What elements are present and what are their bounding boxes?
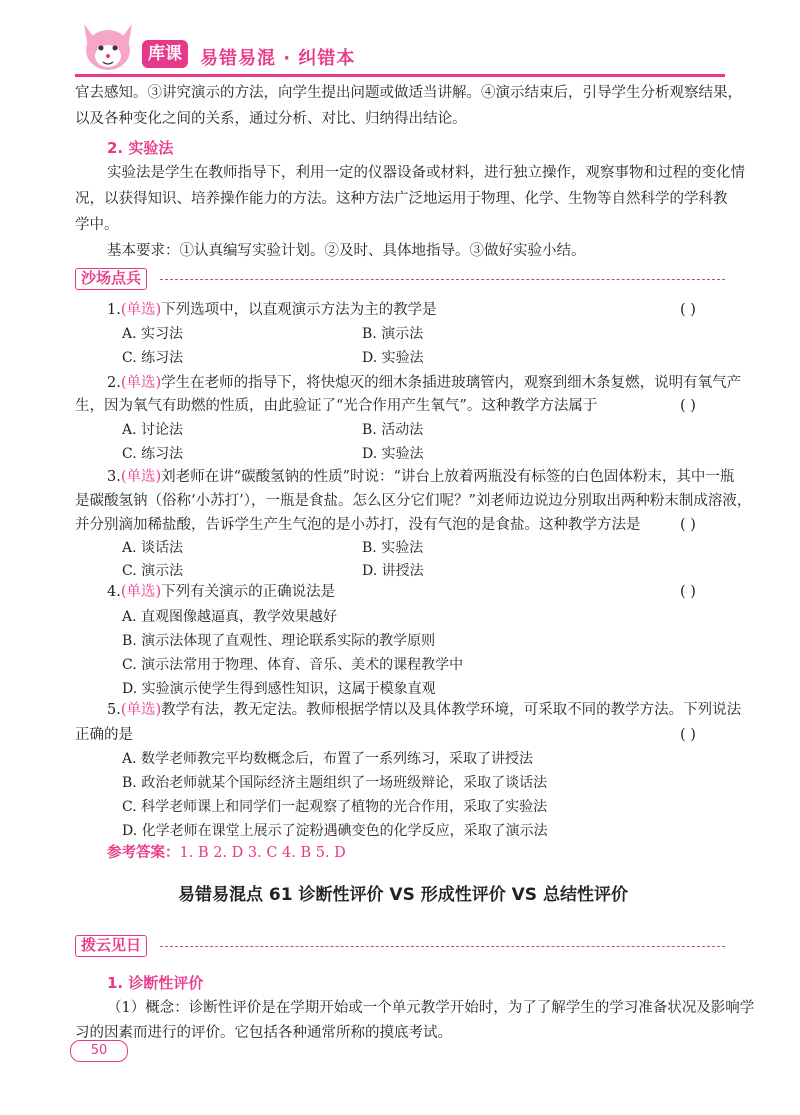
single-choice-tag: (单选): [120, 469, 162, 485]
question-number: 3.: [107, 469, 121, 485]
question-1: [107, 297, 437, 323]
answer-paren: ( ): [680, 517, 696, 533]
experiment-method-heading: 2. 实验法: [107, 139, 174, 157]
overview-section-title: 拨云见日: [75, 935, 147, 957]
single-choice-tag: (单选): [120, 375, 162, 391]
option-d: D. 实验法: [362, 350, 424, 366]
practice-section-title: 沙场点兵: [75, 268, 147, 290]
question-number: 5.: [107, 702, 121, 718]
experiment-requirements: 基本要求：①认真编写实验计划。②及时、具体地指导。③做好实验小结。: [107, 243, 586, 259]
page-number: 50: [70, 1040, 128, 1062]
question-text: 学生在老师的指导下，将快熄灭的细木条插进玻璃管内，观察到细木条复燃，说明有氧气产: [161, 375, 742, 391]
option-b: B. 政治老师就某个国际经济主题组织了一场班级辩论，采取了谈话法: [122, 775, 548, 791]
option-c: C. 练习法: [122, 446, 184, 462]
question-text: 刘老师在讲“碳酸氢钠的性质”时说：“讲台上放着两瓶没有标签的白色固体粉末，其中一瓶: [161, 469, 735, 485]
option-b: B. 实验法: [362, 540, 424, 556]
question-4: [107, 579, 335, 605]
question-text: 下列有关演示的正确说法是: [161, 584, 336, 600]
single-choice-tag: (单选): [120, 302, 162, 318]
question-number: 2.: [107, 375, 121, 391]
question-3-line-3: 并分别滴加稀盐酸，告诉学生产生气泡的是小苏打，没有气泡的是食盐。这种教学方法是: [75, 517, 641, 533]
header-divider: [75, 74, 725, 77]
intro-line-1: 官去感知。③讲究演示的方法，向学生提出问题或做适当讲解。④演示结束后，引导学生分析观察结果，: [75, 85, 742, 101]
option-b: B. 演示法体现了直观性、理论联系实际的教学原则: [122, 633, 436, 649]
question-text: 教学有法，教无定法。教师根据学情以及具体教学环境，可采取不同的教学方法。下列说法: [161, 702, 742, 718]
question-3-line-2: 是碳酸氢钠（俗称‘小苏打’），一瓶是食盐。怎么区分它们呢？”刘老师边说边分别取出两种粉末制成溶液，: [75, 493, 752, 509]
diagnostic-evaluation-heading: 1. 诊断性评价: [107, 974, 204, 992]
option-d: D. 实验演示使学生得到感性知识，这属于模象直观: [122, 681, 436, 697]
answer-paren: ( ): [680, 727, 696, 743]
section-divider: [160, 946, 725, 947]
option-a: A. 直观图像越逼真，教学效果越好: [122, 609, 338, 625]
experiment-body-line-1: 实验法是学生在教师指导下，利用一定的仪器设备或材料，进行独立操作，观察事物和过程的变化情: [107, 165, 745, 181]
option-a: A. 讨论法: [122, 422, 184, 438]
concept-line-1: （1）概念：诊断性评价是在学期开始或一个单元教学开始时，为了了解学生的学习准备状况及影响学: [107, 1000, 755, 1016]
topic-title: 易错易混点 61 诊断性评价 VS 形成性评价 VS 总结性评价: [178, 885, 628, 905]
option-d: D. 化学老师在课堂上展示了淀粉遇碘变色的化学反应，采取了演示法: [122, 823, 548, 839]
experiment-body-line-2: 况，以获得知识、培养操作能力的方法。这种方法广泛地运用于物理、化学、生物等自然科学的学科教: [75, 191, 728, 207]
option-c: C. 演示法常用于物理、体育、音乐、美术的课程教学中: [122, 657, 464, 673]
concept-line-2: 习的因素而进行的评价。它包括各种通常所称的摸底考试。: [75, 1025, 452, 1041]
question-text: 下列选项中，以直观演示方法为主的教学是: [161, 302, 437, 318]
intro-line-2: 以及各种变化之间的关系，通过分析、对比、归纳得出结论。: [75, 111, 467, 127]
fox-mascot-icon: [78, 18, 138, 74]
page-header: [0, 0, 800, 80]
question-5: [107, 697, 741, 723]
experiment-body-line-3: 学中。: [75, 217, 119, 233]
option-a: A. 谈话法: [122, 540, 184, 556]
option-c: C. 科学老师课上和同学们一起观察了植物的光合作用，采取了实验法: [122, 799, 548, 815]
answer-paren: ( ): [680, 398, 696, 414]
section-divider: [160, 279, 725, 280]
option-d: D. 讲授法: [362, 563, 424, 579]
header-title: 易错易混 · 纠错本: [200, 48, 356, 69]
option-b: B. 演示法: [362, 326, 424, 342]
option-d: D. 实验法: [362, 446, 424, 462]
question-5-line-2: 正确的是: [75, 727, 133, 743]
answer-paren: ( ): [680, 584, 696, 600]
question-3: [107, 464, 734, 490]
option-c: C. 练习法: [122, 350, 184, 366]
question-number: 1.: [107, 302, 121, 318]
option-a: A. 数学老师教完平均数概念后，布置了一系列练习，采取了讲授法: [122, 751, 534, 767]
question-number: 4.: [107, 584, 121, 600]
answer-paren: ( ): [680, 302, 696, 318]
single-choice-tag: (单选): [120, 584, 162, 600]
answer-key-label: 参考答案：: [107, 845, 180, 861]
answer-key: [107, 840, 346, 866]
question-2-line-2: 生，因为氧气有助燃的性质，由此验证了“光合作用产生氧气”。这种教学方法属于: [75, 398, 598, 414]
single-choice-tag: (单选): [120, 702, 162, 718]
option-b: B. 活动法: [362, 422, 424, 438]
option-c: C. 演示法: [122, 563, 184, 579]
brand-logo: 库课: [142, 40, 188, 68]
option-a: A. 实习法: [122, 326, 184, 342]
answer-key-values: 1. B 2. D 3. C 4. B 5. D: [179, 845, 346, 861]
